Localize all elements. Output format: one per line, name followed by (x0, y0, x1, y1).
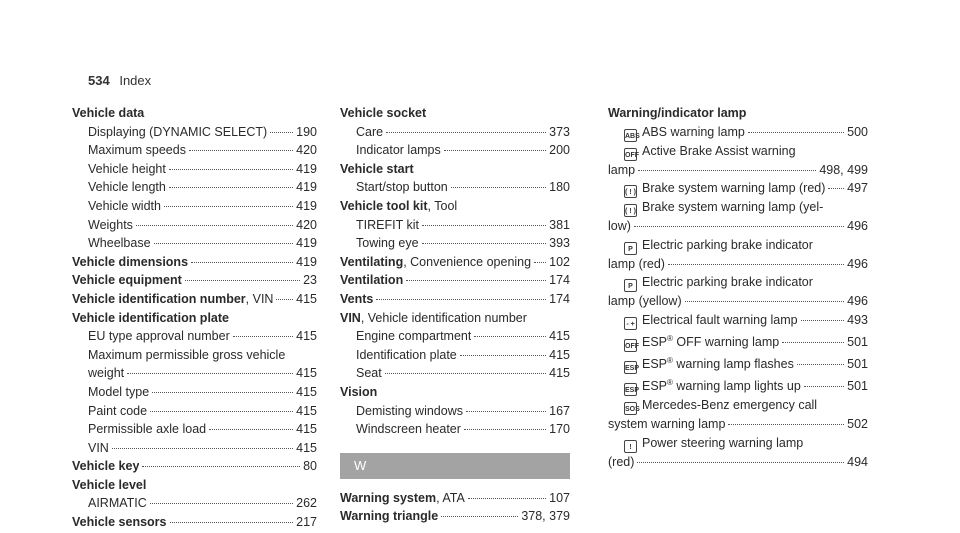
brake-system-icon: ( ! ) (624, 185, 637, 198)
page-ref: 493 (847, 312, 868, 327)
page-ref: 419 (296, 180, 317, 195)
index-entry (340, 420, 570, 439)
page-ref: 415 (296, 384, 317, 399)
entry-label (72, 457, 139, 476)
sub-term: Towing eye (356, 236, 419, 251)
page-ref: 500 (847, 124, 868, 139)
entry-label (88, 197, 161, 216)
entry-label (72, 290, 273, 309)
page-ref: 419 (296, 198, 317, 213)
index-entry (340, 402, 570, 421)
page-ref: 262 (296, 496, 317, 511)
index-entry (608, 123, 868, 142)
dot-leader (150, 503, 293, 504)
index-entry (340, 364, 570, 383)
sub-term: Active Brake Assist warning (642, 143, 796, 158)
abs-icon: ABS (624, 129, 637, 142)
entry-label (624, 374, 801, 396)
dot-leader (150, 411, 293, 412)
dot-leader (127, 373, 293, 374)
entry-label (608, 453, 634, 472)
sub-term: TIREFIT kit (356, 217, 419, 232)
dot-leader (685, 301, 845, 302)
sub-term-rest: warning lamp lights up (672, 379, 801, 394)
page-ref: 80 (303, 459, 317, 474)
entry-label (88, 216, 133, 235)
sub-term-line (608, 142, 868, 161)
parking-brake-yellow-icon: P (624, 279, 637, 292)
index-entry (72, 327, 317, 346)
page-ref: 496 (847, 219, 868, 234)
sub-term-rest: warning lamp flashes (672, 357, 794, 372)
page-ref: 381 (549, 217, 570, 232)
sub-term-cont: (red) (608, 455, 635, 470)
entry-label (88, 439, 109, 458)
dot-leader (422, 225, 546, 226)
entry-label (340, 253, 531, 272)
sub-term: Wheelbase (88, 236, 151, 251)
entry-label (88, 141, 186, 160)
page-ref: 167 (549, 403, 570, 418)
page-ref: 180 (549, 180, 570, 195)
dot-leader (152, 392, 293, 393)
heading-term: Ventilation (340, 273, 404, 288)
sub-term: Engine compartment (356, 329, 472, 344)
page-ref: 502 (847, 417, 868, 432)
page-ref: 420 (296, 217, 317, 232)
entry-label (356, 327, 471, 346)
page-ref: 170 (549, 422, 570, 437)
heading-term: Vehicle identification number (72, 291, 246, 306)
letter-divider: W (340, 453, 570, 479)
entry-label (88, 364, 124, 383)
heading-term: Warning system (340, 490, 437, 505)
dot-leader (444, 150, 546, 151)
sub-term-cont: lamp (608, 162, 636, 177)
index-entry (340, 271, 570, 290)
dot-leader (828, 188, 844, 189)
sub-term-cont: low) (608, 219, 631, 234)
index-heading: Warning/indicator lamp (608, 106, 747, 120)
dot-leader (270, 132, 293, 133)
entry-label (356, 141, 441, 160)
sub-term-cont: lamp (yellow) (608, 294, 682, 309)
dot-leader (468, 498, 546, 499)
index-entry (340, 346, 570, 365)
dot-leader (112, 448, 293, 449)
entry-label (72, 253, 188, 272)
index-column-1 (72, 104, 317, 532)
index-entry (340, 253, 570, 272)
index-entry (72, 383, 317, 402)
page-ref: 419 (296, 161, 317, 176)
index-entry (72, 439, 317, 458)
page-ref: 415 (296, 291, 317, 306)
page-ref: 23 (303, 273, 317, 288)
esp-icon: ESP (624, 361, 637, 374)
page-ref: 373 (549, 124, 570, 139)
dot-leader (728, 424, 844, 425)
entry-label (340, 489, 465, 508)
dot-leader (142, 466, 300, 467)
page-ref: 497 (847, 181, 868, 196)
index-entry (608, 453, 868, 472)
entry-label (356, 234, 419, 253)
page-ref: 415 (549, 366, 570, 381)
index-entry (72, 457, 317, 476)
index-entry (340, 234, 570, 253)
sos-icon: SOS (624, 402, 637, 415)
entry-label (340, 271, 403, 290)
index-entry (72, 197, 317, 216)
page-ref: 496 (847, 294, 868, 309)
dot-leader (164, 206, 293, 207)
sub-term: ESP (642, 379, 668, 394)
index-entry (340, 123, 570, 142)
index-entry (72, 290, 317, 309)
index-entry (340, 489, 570, 508)
index-entry (72, 160, 317, 179)
sub-term: Mercedes-Benz emergency call (642, 398, 818, 413)
dot-leader (464, 429, 546, 430)
entry-label (608, 255, 665, 274)
dot-leader (169, 169, 293, 170)
dot-leader (634, 226, 844, 227)
sub-term: Brake system warning lamp (yel- (642, 200, 824, 215)
sub-term: Windscreen heater (356, 422, 461, 437)
entry-label (356, 178, 448, 197)
entry-label (88, 123, 267, 142)
sub-term: Seat (356, 366, 382, 381)
registered-mark: ® (667, 378, 673, 388)
page-ref: 415 (549, 329, 570, 344)
index-heading: Vision (340, 384, 378, 399)
index-entry (72, 513, 317, 532)
heading-term: Vehicle equipment (72, 273, 182, 288)
index-column-2 (340, 104, 570, 526)
heading-term: Vehicle key (72, 459, 140, 474)
entry-label (356, 364, 382, 383)
dot-leader (782, 342, 844, 343)
heading-qualifier: , ATA (436, 490, 465, 505)
dot-leader (169, 187, 293, 188)
dot-leader (136, 225, 293, 226)
dot-leader (638, 170, 816, 171)
sub-term-line (608, 273, 868, 292)
sub-term-rest: OFF warning lamp (672, 335, 780, 350)
dot-leader (233, 336, 293, 337)
sub-term: Identification plate (356, 347, 457, 362)
page-ref: 415 (296, 366, 317, 381)
entry-label (608, 217, 631, 236)
sub-term: Electric parking brake indicator (642, 237, 813, 252)
index-entry (340, 327, 570, 346)
page-ref: 174 (549, 291, 570, 306)
heading-term: VIN (340, 310, 361, 325)
heading-qualifier: , VIN (245, 291, 274, 306)
sub-term: Electrical fault warning lamp (642, 312, 798, 327)
dot-leader (801, 320, 845, 321)
index-entry (608, 311, 868, 330)
entry-label (340, 507, 438, 526)
entry-label (88, 494, 147, 513)
page-ref: 200 (549, 143, 570, 158)
entry-label (608, 415, 725, 434)
index-entry (72, 123, 317, 142)
sub-term: ESP (642, 335, 668, 350)
entry-label (356, 123, 383, 142)
dot-leader (460, 355, 546, 356)
section-title: Index (119, 73, 152, 88)
heading-term: Warning triangle (340, 509, 439, 524)
index-entry (340, 216, 570, 235)
entry-label (72, 513, 167, 532)
page-ref: 415 (296, 403, 317, 418)
heading-term: Ventilating (340, 254, 404, 269)
index-entry (608, 161, 868, 180)
page-ref: 190 (296, 124, 317, 139)
page-ref: 378, 379 (521, 509, 570, 524)
active-brake-assist-icon: OFF (624, 148, 637, 161)
index-heading: Vehicle identification plate (72, 310, 229, 325)
heading-term: Vehicle tool kit (340, 198, 428, 213)
index-entry (340, 141, 570, 160)
dot-leader (185, 280, 300, 281)
entry-label (72, 271, 182, 290)
index-entry (72, 271, 317, 290)
dot-leader (189, 150, 293, 151)
index-entry (72, 178, 317, 197)
index-entry (608, 292, 868, 311)
index-entry (608, 374, 868, 396)
page-ref: 217 (296, 515, 317, 530)
index-entry (608, 415, 868, 434)
sub-term: Indicator lamps (356, 143, 441, 158)
parking-brake-icon: P (624, 242, 637, 255)
index-entry (72, 420, 317, 439)
index-entry (340, 507, 570, 526)
index-heading: Vehicle start (340, 161, 414, 176)
esp-lights-icon: ESP (624, 383, 637, 396)
battery-icon: - + (624, 317, 637, 330)
sub-term-line (608, 396, 868, 415)
page-ref: 419 (296, 254, 317, 269)
dot-leader (386, 132, 546, 133)
dot-leader (804, 386, 844, 387)
heading-qualifier: , Tool (427, 198, 458, 213)
registered-mark: ® (667, 356, 673, 366)
index-column-3 (608, 104, 868, 472)
dot-leader (534, 262, 546, 263)
entry-label (88, 178, 166, 197)
sub-term: Vehicle length (88, 180, 166, 195)
sub-term: Power steering warning lamp (642, 436, 804, 451)
sub-term-cont: system warning lamp (608, 417, 726, 432)
entry-label (608, 292, 682, 311)
index-entry (340, 290, 570, 309)
entry-label (88, 383, 149, 402)
sub-term: Permissible axle load (88, 422, 207, 437)
entry-label (340, 290, 373, 309)
page-ref: 498, 499 (819, 162, 868, 177)
dot-leader (276, 299, 293, 300)
sub-term: Model type (88, 384, 150, 399)
sub-term: Electric parking brake indicator (642, 275, 813, 290)
sub-term: weight (88, 366, 125, 381)
dot-leader (441, 516, 518, 517)
heading-term: Vehicle sensors (72, 515, 167, 530)
dot-leader (406, 280, 546, 281)
dot-leader (451, 187, 546, 188)
index-entry (72, 402, 317, 421)
entry-label (356, 346, 457, 365)
page-ref: 107 (549, 490, 570, 505)
entry-label (356, 420, 461, 439)
dot-leader (668, 264, 844, 265)
page-number: 534 (88, 73, 110, 88)
sub-term: ABS warning lamp (642, 124, 745, 139)
dot-leader (154, 243, 294, 244)
sub-term: ESP (642, 357, 668, 372)
index-entry (72, 364, 317, 383)
sub-term: Demisting windows (356, 403, 463, 418)
index-entry (72, 216, 317, 235)
dot-leader (466, 411, 546, 412)
registered-mark: ® (667, 333, 673, 343)
page-ref: 415 (296, 440, 317, 455)
heading-qualifier: , Convenience opening (403, 254, 532, 269)
sub-term: Paint code (88, 403, 148, 418)
index-entry (608, 330, 868, 352)
sub-term: Maximum permissible gross vehicle (88, 347, 286, 362)
brake-system-yellow-icon: ( ! ) (624, 204, 637, 217)
dot-leader (748, 132, 844, 133)
page-ref: 501 (847, 335, 868, 350)
sub-term: Weights (88, 217, 133, 232)
index-heading (340, 309, 570, 328)
entry-label (88, 402, 147, 421)
sub-term: Displaying (DYNAMIC SELECT) (88, 124, 268, 139)
sub-term: VIN (88, 440, 109, 455)
entry-label (624, 179, 825, 198)
sub-term-line (608, 434, 868, 453)
index-entry (608, 352, 868, 374)
index-entry (72, 234, 317, 253)
heading-term: Vents (340, 291, 374, 306)
index-entry (72, 141, 317, 160)
power-steering-icon: ! (624, 440, 637, 453)
entry-label (624, 352, 794, 374)
entry-label (624, 311, 798, 330)
index-heading: Vehicle socket (340, 106, 427, 120)
index-entry (608, 179, 868, 198)
entry-label (356, 216, 419, 235)
page-ref: 102 (549, 254, 570, 269)
entry-label (88, 420, 206, 439)
page-ref: 419 (296, 236, 317, 251)
page-ref: 496 (847, 256, 868, 271)
index-entry (72, 494, 317, 513)
page-ref: 501 (847, 379, 868, 394)
dot-leader (191, 262, 293, 263)
sub-term: Brake system warning lamp (red) (642, 181, 826, 196)
sub-term: AIRMATIC (88, 496, 147, 511)
index-entry (72, 253, 317, 272)
page-ref: 415 (296, 422, 317, 437)
sub-term: Maximum speeds (88, 143, 186, 158)
index-entry (608, 255, 868, 274)
dot-leader (376, 299, 546, 300)
sub-term-line (608, 236, 868, 255)
index-heading (340, 197, 570, 216)
index-entry (608, 217, 868, 236)
dot-leader (209, 429, 293, 430)
sub-term-line (608, 198, 868, 217)
entry-label (88, 160, 166, 179)
page-ref: 494 (847, 455, 868, 470)
sub-term: Care (356, 124, 384, 139)
page-ref: 501 (847, 357, 868, 372)
heading-qualifier: , Vehicle identification number (360, 310, 527, 325)
sub-term-cont: lamp (red) (608, 256, 665, 271)
sub-term: Vehicle width (88, 198, 161, 213)
sub-term: Vehicle height (88, 161, 166, 176)
heading-term: Vehicle dimensions (72, 254, 189, 269)
entry-label (88, 234, 151, 253)
sub-term: Start/stop button (356, 180, 448, 195)
page-header (88, 73, 151, 88)
dot-leader (637, 462, 844, 463)
index-heading: Vehicle data (72, 106, 145, 120)
entry-label (608, 161, 635, 180)
entry-label (624, 330, 779, 352)
page-ref: 393 (549, 236, 570, 251)
entry-label (88, 327, 230, 346)
dot-leader (474, 336, 546, 337)
page-ref: 174 (549, 273, 570, 288)
page-ref: 415 (549, 347, 570, 362)
index-entry (340, 178, 570, 197)
esp-off-icon: OFF (624, 339, 637, 352)
page-ref: 415 (296, 329, 317, 344)
index-heading: Vehicle level (72, 477, 147, 492)
dot-leader (797, 364, 844, 365)
sub-term: EU type approval number (88, 329, 230, 344)
entry-label (624, 123, 745, 142)
dot-leader (170, 522, 294, 523)
dot-leader (385, 373, 546, 374)
entry-label (356, 402, 463, 421)
page-ref: 420 (296, 143, 317, 158)
dot-leader (422, 243, 547, 244)
